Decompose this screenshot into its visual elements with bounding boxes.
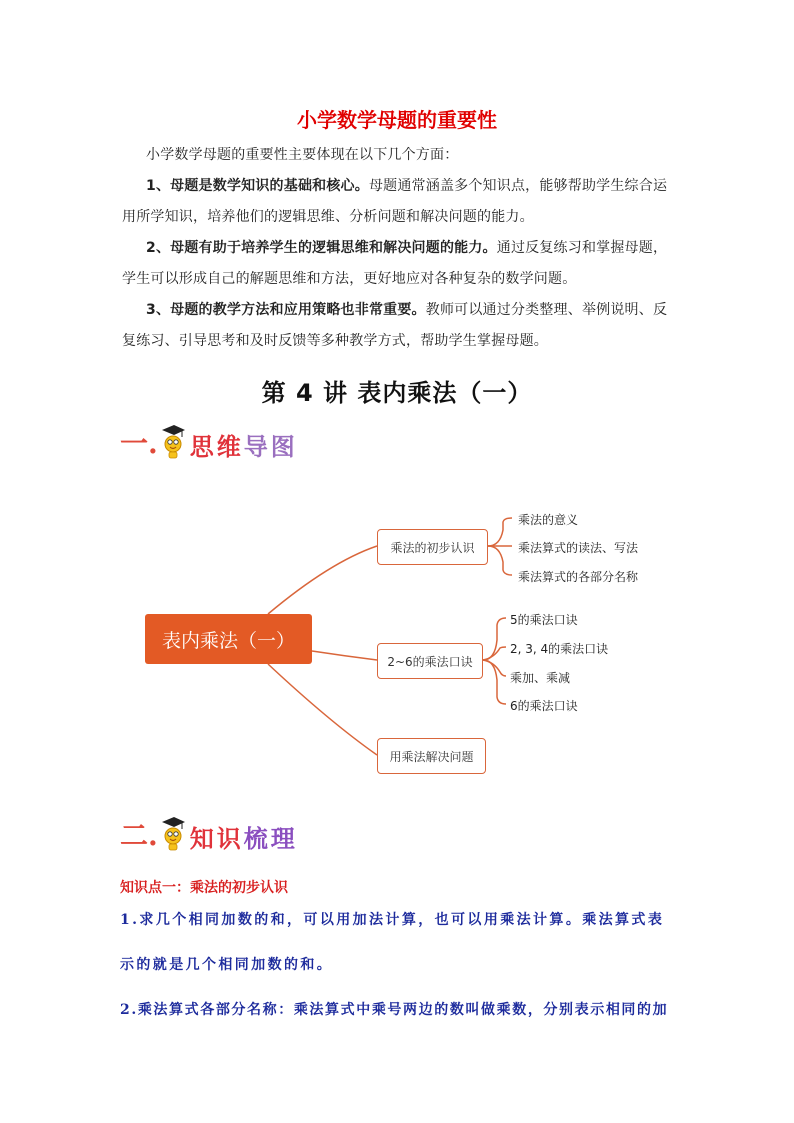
section-title-b: 导图 (243, 432, 298, 461)
graduation-mascot-icon (160, 816, 186, 852)
mindmap-leaf: 6的乘法口诀 (510, 699, 578, 713)
section-number: 二. (120, 819, 158, 852)
mindmap-leaf: 乘法的意义 (518, 513, 579, 527)
mindmap-leaf: 2, 3, 4的乘法口诀 (510, 642, 609, 656)
section-heading-mindmap (120, 422, 298, 462)
intro-paragraph: 小学数学母题的重要性主要体现在以下几个方面： (146, 147, 459, 163)
point-3-bold: 3、母题的教学方法和应用策略也非常重要。 (146, 302, 426, 318)
lecture-title: 第 4 讲 表内乘法（一） (261, 379, 533, 407)
page-title: 小学数学母题的重要性 (297, 108, 497, 132)
point-2-text: 通过反复练习和掌握母题，学生可以形成自己的解题思维和方法，更好地应对各种复杂的数学问题。 (122, 240, 668, 287)
mindmap-root: 表内乘法（一） (145, 614, 312, 664)
point-3-text: 教师可以通过分类整理、举例说明、反复练习、引导思考和及时反馈等多种教学方式，帮助学生掌握母题。 (122, 302, 668, 349)
section-number: 一. (120, 427, 158, 460)
mindmap-branch-3: 用乘法解决问题 (377, 738, 486, 774)
mindmap-leaf: 乘法算式的读法、写法 (518, 541, 639, 555)
knowledge-point-title: 知识点一：乘法的初步认识 (120, 880, 288, 896)
mindmap-leaf: 乘加、乘减 (510, 671, 571, 685)
knowledge-paragraph-2: 2.乘法算式各部分名称：乘法算式中乘号两边的数叫做乘数，分别表示相同的加 (120, 1002, 669, 1018)
knowledge-paragraph-1: 1.求几个相同加数的和，可以用加法计算，也可以用乘法计算。乘法算式表示的就是几个相同加数的和。 (120, 912, 665, 973)
point-2-bold: 2、母题有助于培养学生的逻辑思维和解决问题的能力。 (146, 240, 497, 256)
point-1 (122, 171, 678, 233)
graduation-mascot-icon (160, 424, 186, 460)
point-1-text: 母题通常涵盖多个知识点，能够帮助学生综合运用所学知识，培养他们的逻辑思维、分析问题和解决问题的能力。 (122, 178, 668, 225)
point-3 (122, 295, 678, 357)
section-title-b: 梳理 (243, 824, 298, 853)
section-title-a: 思维 (189, 432, 244, 461)
mindmap-branch-2: 2~6的乘法口诀 (377, 643, 483, 679)
point-2 (122, 233, 678, 295)
section-title-a: 知识 (189, 824, 244, 853)
point-1-bold: 1、母题是数学知识的基础和核心。 (146, 178, 369, 194)
mindmap-branch-1: 乘法的初步认识 (377, 529, 488, 565)
mindmap-leaf: 乘法算式的各部分名称 (518, 570, 639, 584)
mindmap-leaf: 5的乘法口诀 (510, 613, 578, 627)
section-heading-knowledge (120, 814, 298, 854)
